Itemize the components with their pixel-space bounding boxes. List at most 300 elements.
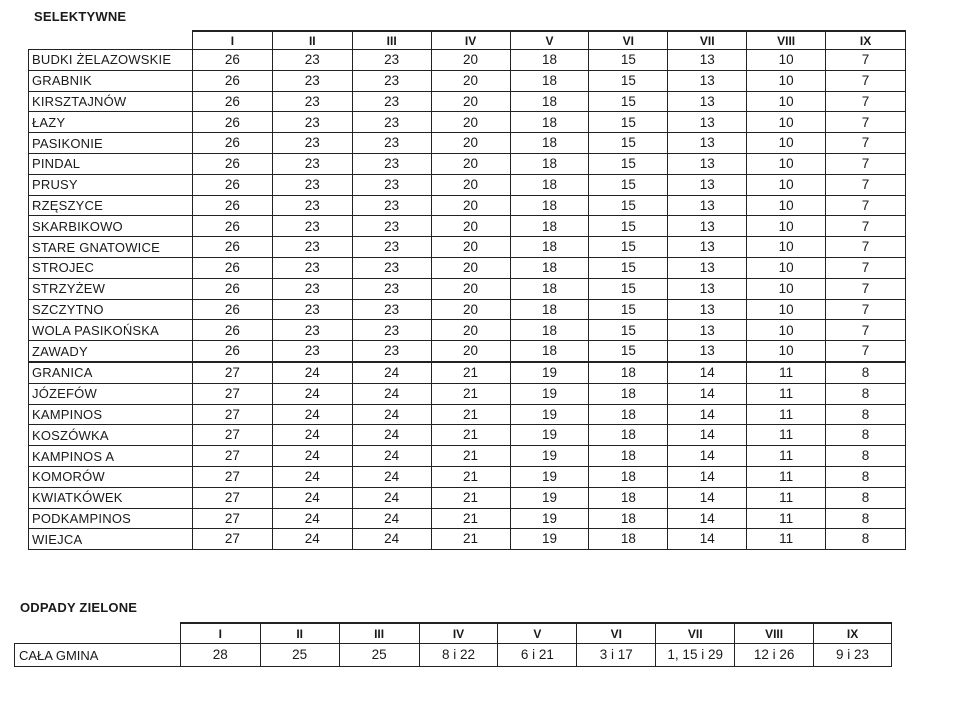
header-corner — [29, 31, 193, 50]
collection-day-cell: 14 — [668, 425, 747, 446]
month-header: III — [352, 31, 431, 50]
location-name: PRUSY — [29, 174, 193, 195]
collection-day-cell: 10 — [747, 299, 826, 320]
collection-day-cell: 23 — [272, 112, 352, 133]
collection-day-cell: 10 — [747, 153, 826, 174]
collection-day-cell: 21 — [431, 404, 510, 425]
collection-day-cell: 23 — [272, 50, 352, 71]
collection-day-cell: 8 — [826, 383, 906, 404]
month-header: VII — [656, 623, 735, 644]
collection-day-cell: 15 — [589, 216, 668, 237]
location-name: PODKAMPINOS — [29, 508, 193, 529]
month-header: II — [260, 623, 339, 644]
collection-day-cell: 14 — [668, 404, 747, 425]
month-header: VI — [589, 31, 668, 50]
collection-day-cell: 24 — [352, 446, 431, 467]
collection-day-cell: 8 — [826, 529, 906, 550]
collection-day-cell: 27 — [192, 362, 272, 383]
collection-day-cell: 13 — [668, 320, 747, 341]
collection-day-cell: 11 — [747, 362, 826, 383]
collection-day-cell: 11 — [747, 404, 826, 425]
location-name: STROJEC — [29, 257, 193, 278]
collection-day-cell: 8 — [826, 362, 906, 383]
location-name: ZAWADY — [29, 341, 193, 362]
month-header: VII — [668, 31, 747, 50]
collection-day-cell: 10 — [747, 195, 826, 216]
collection-day-cell: 24 — [272, 487, 352, 508]
collection-day-cell: 11 — [747, 425, 826, 446]
collection-day-cell: 7 — [826, 91, 906, 112]
collection-day-cell: 21 — [431, 362, 510, 383]
collection-day-cell: 10 — [747, 216, 826, 237]
collection-day-cell: 10 — [747, 112, 826, 133]
collection-day-cell: 26 — [192, 299, 272, 320]
collection-day-cell: 8 — [826, 404, 906, 425]
header-corner — [15, 623, 181, 644]
collection-day-cell: 26 — [192, 50, 272, 71]
table-row — [29, 195, 906, 216]
month-header: II — [272, 31, 352, 50]
collection-day-cell: 8 i 22 — [419, 644, 498, 667]
collection-day-cell: 20 — [431, 91, 510, 112]
collection-day-cell: 23 — [352, 341, 431, 362]
collection-day-cell: 3 i 17 — [577, 644, 656, 667]
collection-day-cell: 27 — [192, 425, 272, 446]
collection-day-cell: 18 — [589, 487, 668, 508]
collection-day-cell: 24 — [352, 466, 431, 487]
collection-day-cell: 21 — [431, 425, 510, 446]
location-name: BUDKI ŻELAZOWSKIE — [29, 50, 193, 71]
collection-day-cell: 18 — [510, 91, 589, 112]
collection-day-cell: 27 — [192, 383, 272, 404]
collection-day-cell: 7 — [826, 278, 906, 299]
collection-day-cell: 19 — [510, 529, 589, 550]
collection-day-cell: 20 — [431, 70, 510, 91]
collection-day-cell: 26 — [192, 278, 272, 299]
collection-day-cell: 15 — [589, 50, 668, 71]
collection-day-cell: 23 — [352, 91, 431, 112]
collection-day-cell: 11 — [747, 529, 826, 550]
collection-day-cell: 13 — [668, 153, 747, 174]
month-header: VIII — [735, 623, 814, 644]
collection-day-cell: 24 — [272, 383, 352, 404]
table-row — [29, 341, 906, 362]
collection-day-cell: 23 — [272, 278, 352, 299]
collection-day-cell: 14 — [668, 529, 747, 550]
collection-day-cell: 23 — [352, 320, 431, 341]
collection-day-cell: 20 — [431, 174, 510, 195]
collection-day-cell: 21 — [431, 508, 510, 529]
month-header: I — [192, 31, 272, 50]
collection-day-cell: 7 — [826, 216, 906, 237]
collection-day-cell: 18 — [510, 299, 589, 320]
collection-day-cell: 13 — [668, 237, 747, 258]
collection-day-cell: 11 — [747, 466, 826, 487]
green-header-row — [15, 623, 892, 644]
table-row — [29, 362, 906, 383]
collection-day-cell: 23 — [272, 216, 352, 237]
collection-day-cell: 18 — [589, 508, 668, 529]
collection-day-cell: 24 — [352, 529, 431, 550]
collection-day-cell: 23 — [352, 299, 431, 320]
collection-day-cell: 26 — [192, 195, 272, 216]
location-name: STARE GNATOWICE — [29, 237, 193, 258]
table-row — [29, 299, 906, 320]
collection-day-cell: 10 — [747, 257, 826, 278]
collection-day-cell: 10 — [747, 278, 826, 299]
location-name: PINDAL — [29, 153, 193, 174]
collection-day-cell: 24 — [272, 446, 352, 467]
collection-day-cell: 7 — [826, 112, 906, 133]
collection-day-cell: 10 — [747, 133, 826, 154]
collection-day-cell: 24 — [272, 529, 352, 550]
collection-day-cell: 23 — [272, 320, 352, 341]
collection-day-cell: 9 i 23 — [814, 644, 892, 667]
collection-day-cell: 18 — [589, 362, 668, 383]
collection-day-cell: 10 — [747, 320, 826, 341]
collection-day-cell: 24 — [352, 383, 431, 404]
table-row — [29, 529, 906, 550]
collection-day-cell: 23 — [272, 153, 352, 174]
collection-day-cell: 20 — [431, 112, 510, 133]
collection-day-cell: 19 — [510, 508, 589, 529]
location-name: WOLA PASIKOŃSKA — [29, 320, 193, 341]
collection-day-cell: 23 — [272, 91, 352, 112]
collection-day-cell: 20 — [431, 133, 510, 154]
collection-day-cell: 18 — [510, 237, 589, 258]
collection-day-cell: 7 — [826, 320, 906, 341]
collection-day-cell: 13 — [668, 70, 747, 91]
collection-day-cell: 18 — [510, 174, 589, 195]
collection-day-cell: 18 — [589, 529, 668, 550]
collection-day-cell: 15 — [589, 91, 668, 112]
green-waste-schedule-table — [14, 622, 892, 667]
collection-day-cell: 15 — [589, 174, 668, 195]
month-header: I — [180, 623, 260, 644]
month-header: IX — [814, 623, 892, 644]
collection-day-cell: 10 — [747, 174, 826, 195]
collection-day-cell: 26 — [192, 320, 272, 341]
collection-day-cell: 19 — [510, 446, 589, 467]
collection-day-cell: 25 — [260, 644, 339, 667]
month-header: IV — [419, 623, 498, 644]
collection-day-cell: 7 — [826, 257, 906, 278]
location-name: KAMPINOS A — [29, 446, 193, 467]
collection-day-cell: 15 — [589, 299, 668, 320]
collection-day-cell: 18 — [589, 425, 668, 446]
collection-day-cell: 26 — [192, 237, 272, 258]
collection-day-cell: 23 — [352, 257, 431, 278]
collection-day-cell: 13 — [668, 216, 747, 237]
collection-day-cell: 8 — [826, 425, 906, 446]
collection-day-cell: 15 — [589, 237, 668, 258]
collection-day-cell: 27 — [192, 446, 272, 467]
collection-day-cell: 23 — [352, 216, 431, 237]
month-header: IX — [826, 31, 906, 50]
collection-day-cell: 24 — [352, 404, 431, 425]
table-row — [29, 153, 906, 174]
table-row — [15, 644, 892, 667]
collection-day-cell: 7 — [826, 341, 906, 362]
collection-day-cell: 12 i 26 — [735, 644, 814, 667]
collection-day-cell: 27 — [192, 466, 272, 487]
location-name: ŁAZY — [29, 112, 193, 133]
collection-day-cell: 18 — [510, 278, 589, 299]
table-row — [29, 50, 906, 71]
collection-day-cell: 15 — [589, 112, 668, 133]
location-name: SKARBIKOWO — [29, 216, 193, 237]
collection-day-cell: 14 — [668, 487, 747, 508]
collection-day-cell: 23 — [352, 50, 431, 71]
collection-day-cell: 13 — [668, 257, 747, 278]
month-header: V — [510, 31, 589, 50]
collection-day-cell: 23 — [272, 341, 352, 362]
collection-day-cell: 23 — [352, 112, 431, 133]
table-row — [29, 466, 906, 487]
collection-day-cell: 23 — [352, 70, 431, 91]
collection-day-cell: 20 — [431, 320, 510, 341]
location-name: KIRSZTAJNÓW — [29, 91, 193, 112]
collection-day-cell: 13 — [668, 133, 747, 154]
collection-day-cell: 7 — [826, 174, 906, 195]
collection-day-cell: 23 — [272, 133, 352, 154]
collection-day-cell: 10 — [747, 237, 826, 258]
collection-day-cell: 10 — [747, 50, 826, 71]
month-header: IV — [431, 31, 510, 50]
collection-day-cell: 21 — [431, 466, 510, 487]
table-row — [29, 425, 906, 446]
location-name: GRABNIK — [29, 70, 193, 91]
table-row — [29, 237, 906, 258]
collection-day-cell: 21 — [431, 383, 510, 404]
location-name: KWIATKÓWEK — [29, 487, 193, 508]
collection-day-cell: 24 — [352, 508, 431, 529]
collection-day-cell: 13 — [668, 341, 747, 362]
selective-header-row — [29, 31, 906, 50]
collection-day-cell: 19 — [510, 383, 589, 404]
collection-day-cell: 15 — [589, 133, 668, 154]
collection-day-cell: 6 i 21 — [498, 644, 577, 667]
collection-day-cell: 27 — [192, 508, 272, 529]
collection-day-cell: 20 — [431, 257, 510, 278]
collection-day-cell: 7 — [826, 153, 906, 174]
collection-day-cell: 1, 15 i 29 — [656, 644, 735, 667]
month-header: VI — [577, 623, 656, 644]
collection-day-cell: 15 — [589, 341, 668, 362]
location-name: JÓZEFÓW — [29, 383, 193, 404]
collection-day-cell: 14 — [668, 362, 747, 383]
collection-day-cell: 15 — [589, 70, 668, 91]
collection-day-cell: 18 — [589, 466, 668, 487]
collection-day-cell: 13 — [668, 278, 747, 299]
collection-day-cell: 11 — [747, 446, 826, 467]
collection-day-cell: 14 — [668, 383, 747, 404]
collection-day-cell: 27 — [192, 404, 272, 425]
collection-day-cell: 14 — [668, 508, 747, 529]
location-name: RZĘSZYCE — [29, 195, 193, 216]
collection-day-cell: 15 — [589, 320, 668, 341]
location-name: PASIKONIE — [29, 133, 193, 154]
location-name: KAMPINOS — [29, 404, 193, 425]
collection-day-cell: 24 — [352, 487, 431, 508]
collection-day-cell: 23 — [352, 195, 431, 216]
month-header: V — [498, 623, 577, 644]
collection-day-cell: 18 — [510, 153, 589, 174]
month-header: VIII — [747, 31, 826, 50]
collection-day-cell: 27 — [192, 487, 272, 508]
collection-day-cell: 18 — [589, 383, 668, 404]
table-row — [29, 133, 906, 154]
collection-day-cell: 7 — [826, 195, 906, 216]
location-name: GRANICA — [29, 362, 193, 383]
table-row — [29, 174, 906, 195]
table-row — [29, 404, 906, 425]
collection-day-cell: 23 — [272, 70, 352, 91]
table-row — [29, 320, 906, 341]
collection-day-cell: 10 — [747, 91, 826, 112]
collection-day-cell: 20 — [431, 278, 510, 299]
collection-day-cell: 20 — [431, 50, 510, 71]
collection-day-cell: 13 — [668, 112, 747, 133]
table-row — [29, 257, 906, 278]
collection-day-cell: 7 — [826, 299, 906, 320]
selective-section-title: SELEKTYWNE — [34, 9, 127, 24]
table-row — [29, 383, 906, 404]
collection-day-cell: 15 — [589, 257, 668, 278]
collection-day-cell: 21 — [431, 487, 510, 508]
table-row — [29, 508, 906, 529]
collection-day-cell: 13 — [668, 174, 747, 195]
collection-day-cell: 24 — [352, 362, 431, 383]
collection-day-cell: 23 — [272, 299, 352, 320]
collection-day-cell: 15 — [589, 278, 668, 299]
collection-day-cell: 24 — [352, 425, 431, 446]
collection-day-cell: 18 — [589, 404, 668, 425]
collection-day-cell: 10 — [747, 70, 826, 91]
location-name: WIEJCA — [29, 529, 193, 550]
collection-day-cell: 7 — [826, 50, 906, 71]
collection-day-cell: 13 — [668, 195, 747, 216]
collection-day-cell: 7 — [826, 133, 906, 154]
collection-day-cell: 11 — [747, 508, 826, 529]
collection-day-cell: 26 — [192, 70, 272, 91]
location-name: CAŁA GMINA — [15, 644, 181, 667]
collection-day-cell: 8 — [826, 487, 906, 508]
collection-day-cell: 18 — [510, 257, 589, 278]
collection-day-cell: 23 — [352, 174, 431, 195]
collection-day-cell: 11 — [747, 487, 826, 508]
location-name: STRZYŻEW — [29, 278, 193, 299]
collection-day-cell: 18 — [510, 50, 589, 71]
collection-day-cell: 19 — [510, 487, 589, 508]
collection-day-cell: 26 — [192, 112, 272, 133]
green-waste-section-title: ODPADY ZIELONE — [20, 600, 138, 615]
collection-day-cell: 20 — [431, 216, 510, 237]
collection-day-cell: 8 — [826, 508, 906, 529]
table-row — [29, 112, 906, 133]
collection-day-cell: 7 — [826, 237, 906, 258]
collection-day-cell: 26 — [192, 257, 272, 278]
collection-day-cell: 28 — [180, 644, 260, 667]
collection-day-cell: 10 — [747, 341, 826, 362]
location-name: KOMORÓW — [29, 466, 193, 487]
collection-day-cell: 14 — [668, 466, 747, 487]
collection-day-cell: 26 — [192, 216, 272, 237]
collection-day-cell: 7 — [826, 70, 906, 91]
collection-day-cell: 26 — [192, 91, 272, 112]
collection-day-cell: 23 — [272, 174, 352, 195]
collection-day-cell: 23 — [272, 237, 352, 258]
collection-day-cell: 20 — [431, 299, 510, 320]
collection-day-cell: 24 — [272, 466, 352, 487]
location-name: SZCZYTNO — [29, 299, 193, 320]
collection-day-cell: 18 — [510, 112, 589, 133]
collection-day-cell: 20 — [431, 341, 510, 362]
collection-day-cell: 27 — [192, 529, 272, 550]
collection-day-cell: 13 — [668, 50, 747, 71]
table-row — [29, 446, 906, 467]
collection-day-cell: 19 — [510, 425, 589, 446]
collection-day-cell: 8 — [826, 446, 906, 467]
collection-day-cell: 18 — [510, 216, 589, 237]
selective-schedule-table — [28, 30, 906, 550]
collection-day-cell: 23 — [272, 257, 352, 278]
table-row — [29, 278, 906, 299]
collection-day-cell: 24 — [272, 508, 352, 529]
collection-day-cell: 18 — [510, 70, 589, 91]
collection-day-cell: 11 — [747, 383, 826, 404]
table-row — [29, 487, 906, 508]
collection-day-cell: 15 — [589, 153, 668, 174]
month-header: III — [339, 623, 419, 644]
collection-day-cell: 26 — [192, 153, 272, 174]
collection-day-cell: 8 — [826, 466, 906, 487]
collection-day-cell: 19 — [510, 466, 589, 487]
table-row — [29, 216, 906, 237]
collection-day-cell: 21 — [431, 446, 510, 467]
collection-day-cell: 21 — [431, 529, 510, 550]
location-name: KOSZÓWKA — [29, 425, 193, 446]
collection-day-cell: 18 — [510, 195, 589, 216]
collection-day-cell: 24 — [272, 425, 352, 446]
collection-day-cell: 23 — [352, 153, 431, 174]
collection-day-cell: 20 — [431, 195, 510, 216]
collection-day-cell: 26 — [192, 174, 272, 195]
collection-day-cell: 18 — [510, 133, 589, 154]
collection-day-cell: 13 — [668, 299, 747, 320]
table-row — [29, 70, 906, 91]
collection-day-cell: 19 — [510, 404, 589, 425]
collection-day-cell: 23 — [352, 237, 431, 258]
collection-day-cell: 23 — [352, 278, 431, 299]
collection-day-cell: 26 — [192, 133, 272, 154]
table-row — [29, 91, 906, 112]
collection-day-cell: 19 — [510, 362, 589, 383]
collection-day-cell: 24 — [272, 362, 352, 383]
collection-day-cell: 26 — [192, 341, 272, 362]
collection-day-cell: 18 — [589, 446, 668, 467]
collection-day-cell: 13 — [668, 91, 747, 112]
collection-day-cell: 18 — [510, 320, 589, 341]
collection-day-cell: 18 — [510, 341, 589, 362]
collection-day-cell: 25 — [339, 644, 419, 667]
collection-day-cell: 20 — [431, 153, 510, 174]
collection-day-cell: 20 — [431, 237, 510, 258]
collection-day-cell: 23 — [272, 195, 352, 216]
collection-day-cell: 24 — [272, 404, 352, 425]
collection-day-cell: 14 — [668, 446, 747, 467]
collection-day-cell: 15 — [589, 195, 668, 216]
